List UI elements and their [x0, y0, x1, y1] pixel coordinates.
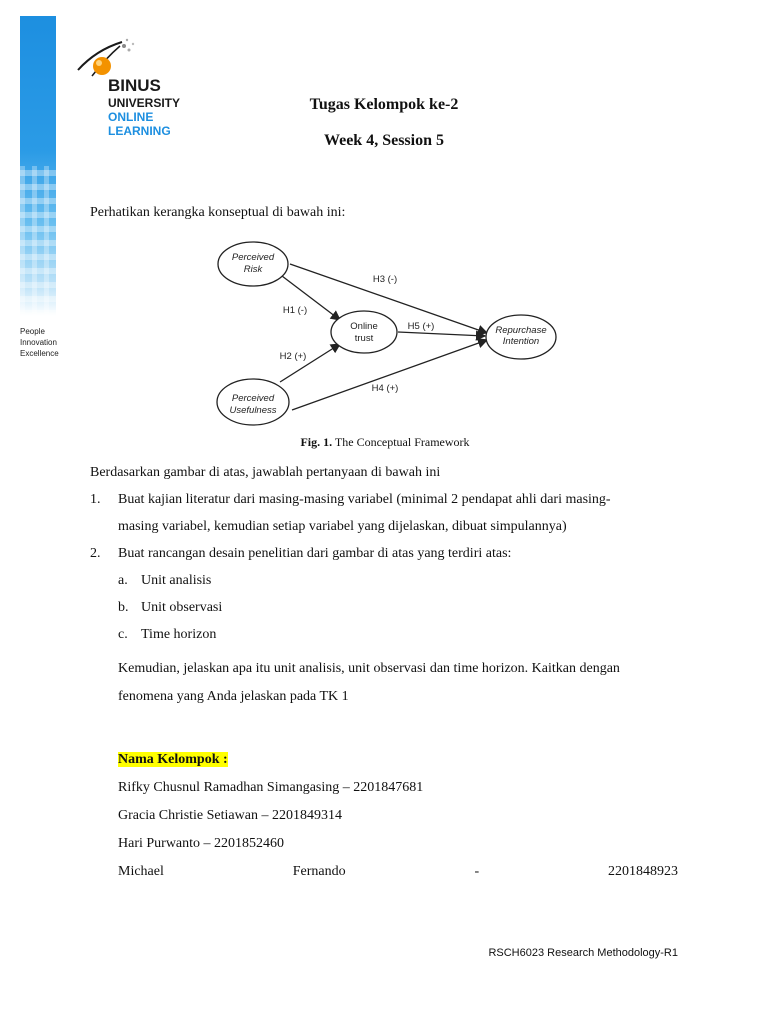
logo-online: ONLINE — [108, 110, 154, 124]
node-label: Perceived — [231, 252, 275, 263]
group-heading: Nama Kelompok : — [118, 752, 228, 767]
tagline-excellence: Excellence — [20, 349, 59, 358]
question-number-1: 1. — [90, 492, 101, 507]
questions-lead: Berdasarkan gambar di atas, jawablah pertanyaan di bawah ini — [90, 465, 441, 480]
member-4-separator: - — [474, 864, 480, 879]
tagline-people: People — [20, 327, 45, 336]
subitem-a-text: Unit analisis — [141, 573, 212, 588]
followup-line1: Kemudian, jelaskan apa itu unit analisis, unit observasi dan time horizon. Kaitkan dengan — [118, 661, 620, 676]
edge-label-h5: H5 (+) — [407, 321, 435, 332]
subitem-b-text: Unit observasi — [141, 600, 223, 615]
footer-course-code: RSCH6023 Research Methodology-R1 — [488, 947, 678, 959]
intro-text: Perhatikan kerangka konseptual di bawah ini: — [90, 205, 346, 220]
subitem-letter-c: c. — [118, 627, 128, 642]
question-number-2: 2. — [90, 546, 101, 561]
question-1-line2: masing variabel, kemudian setiap variabel yang dijelaskan, dibuat simpulannya) — [118, 519, 567, 534]
node-label: Usefulness — [229, 405, 277, 416]
subitem-letter-a: a. — [118, 573, 128, 588]
edge-label-h1: H1 (-) — [282, 305, 308, 316]
subitem-letter-b: b. — [118, 600, 129, 615]
subitem-c-text: Time horizon — [141, 627, 217, 642]
edge-label-h3: H3 (-) — [372, 274, 398, 285]
member-4-last-name: Fernando — [292, 864, 346, 879]
node-label: trust — [354, 333, 374, 344]
figure-caption: Fig. 1. The Conceptual Framework — [300, 435, 470, 449]
arrow-h5 — [398, 332, 485, 336]
group-member-2: Gracia Christie Setiawan – 2201849314 — [118, 808, 342, 823]
group-member-4 — [118, 864, 678, 880]
tagline-innovation: Innovation — [20, 338, 57, 347]
node-label: Intention — [502, 336, 540, 347]
arrow-h4 — [292, 340, 487, 410]
member-4-first-name: Michael — [118, 864, 164, 879]
question-2-text: Buat rancangan desain penelitian dari gambar di atas yang terdiri atas: — [118, 546, 512, 561]
edge-label-h4: H4 (+) — [371, 383, 399, 394]
node-label: Online — [350, 321, 378, 332]
logo-learning: LEARNING — [108, 124, 171, 138]
logo-university: UNIVERSITY — [108, 96, 181, 110]
group-member-1: Rifky Chusnul Ramadhan Simangasing – 2201847681 — [118, 780, 424, 795]
edge-label-h2: H2 (+) — [279, 351, 307, 362]
question-1-line1: Buat kajian literatur dari masing-masing variabel (minimal 2 pendapat ahli dari masing- — [118, 492, 611, 507]
node-label: Risk — [243, 264, 263, 275]
arrow-h2 — [280, 344, 340, 382]
group-member-3: Hari Purwanto – 2201852460 — [118, 836, 285, 851]
sidebar-brand-strip — [20, 16, 56, 316]
followup-line2: fenomena yang Anda jelaskan pada TK 1 — [118, 689, 349, 704]
node-label: Repurchase — [495, 325, 547, 336]
member-4-id: 2201848923 — [607, 864, 678, 879]
conceptual-framework-figure — [210, 232, 560, 457]
node-label: Perceived — [231, 393, 275, 404]
logo-binus: BINUS — [108, 76, 161, 95]
page-subtitle: Week 4, Session 5 — [323, 132, 444, 149]
page-title: Tugas Kelompok ke-2 — [309, 96, 459, 113]
node-online-trust — [331, 311, 397, 353]
